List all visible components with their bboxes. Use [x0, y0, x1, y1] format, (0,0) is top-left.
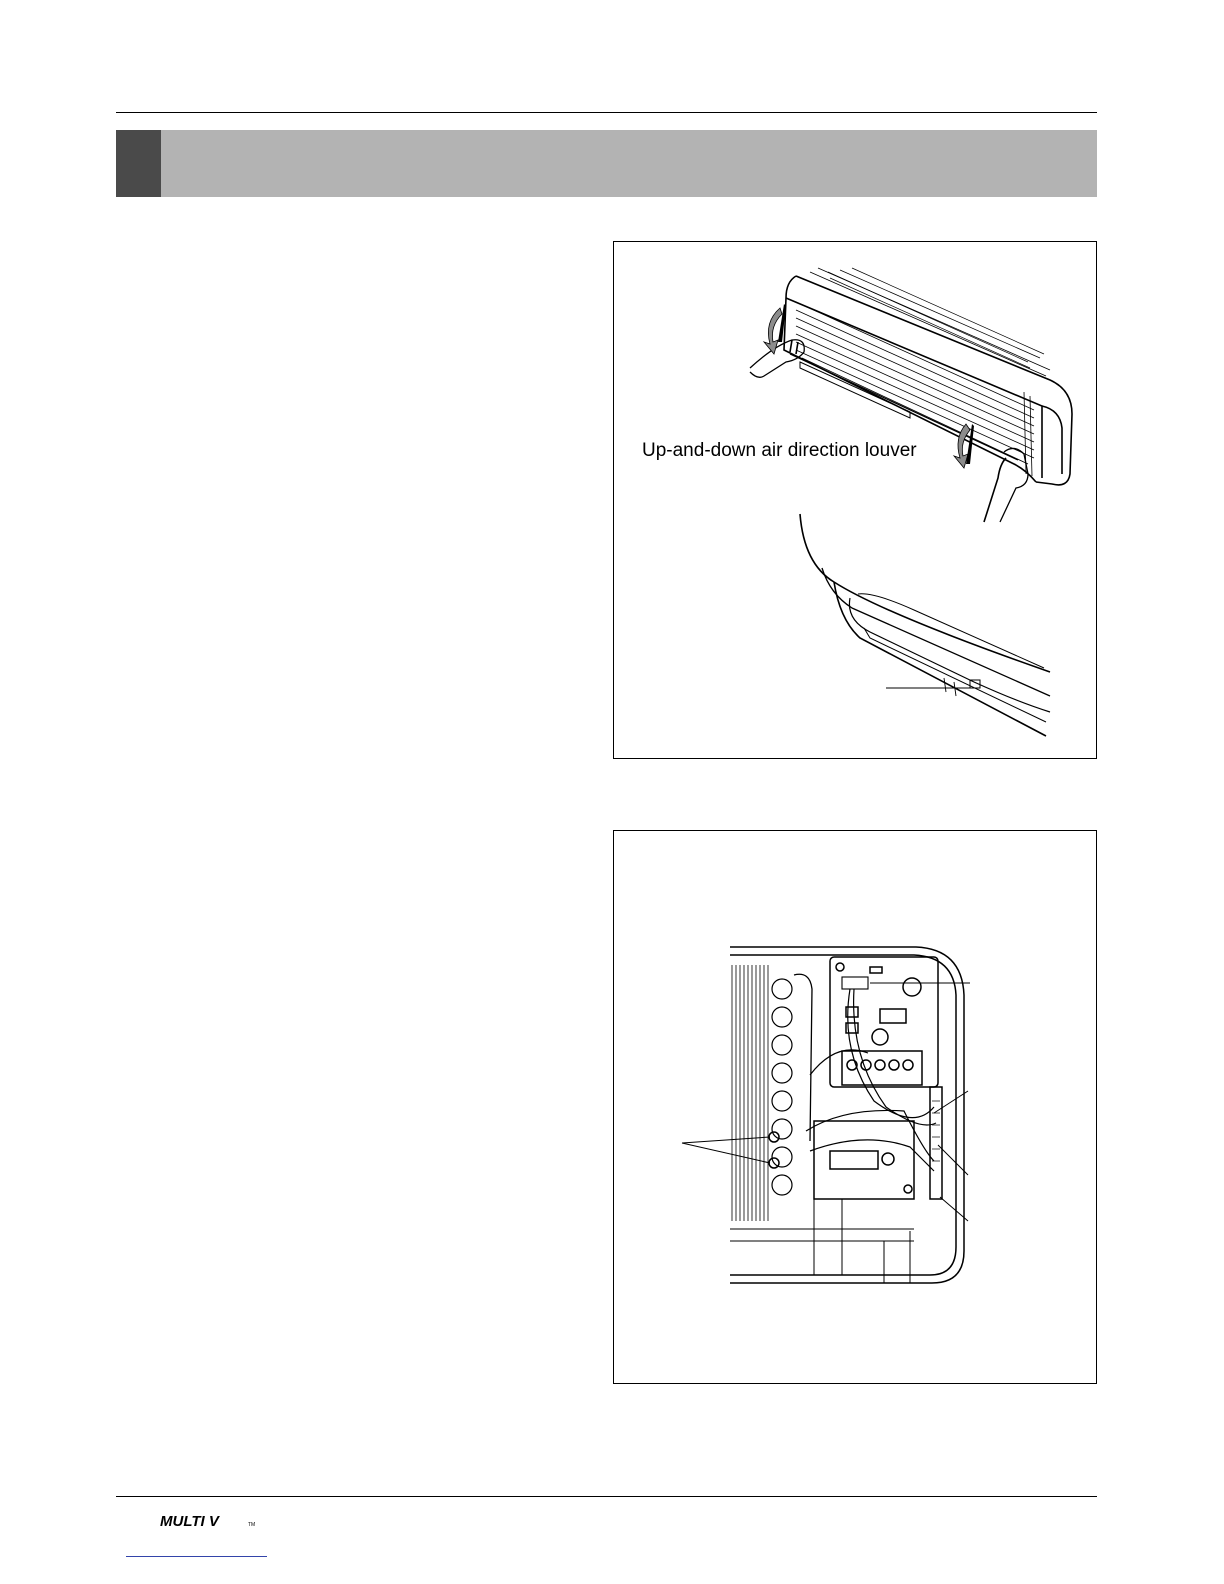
- logo-text: MULTI V: [160, 1513, 219, 1530]
- zoom-outline: [800, 514, 1050, 672]
- section-header-bar: [116, 130, 1097, 197]
- left-hand: [750, 340, 804, 378]
- section-header-tab: [116, 130, 161, 197]
- leader-line: [682, 1137, 770, 1143]
- connector-cn: [842, 977, 868, 989]
- control-box-illustration: [614, 831, 1098, 1385]
- top-rule: [116, 112, 1097, 113]
- figure-control-box: [613, 830, 1097, 1384]
- lower-module: [814, 1121, 914, 1199]
- terminal-block: [842, 1051, 922, 1085]
- bottom-rule: [116, 1496, 1097, 1497]
- logo-trademark: TM: [248, 1522, 256, 1528]
- louver-caption: Up-and-down air direction louver: [642, 440, 917, 461]
- multi-v-logo: [160, 1512, 260, 1530]
- footer-link-underline[interactable]: [126, 1556, 267, 1557]
- leader-line: [934, 1091, 968, 1113]
- louver-illustration: [614, 242, 1098, 760]
- figure-louver: [613, 241, 1097, 759]
- leader-line: [682, 1143, 770, 1163]
